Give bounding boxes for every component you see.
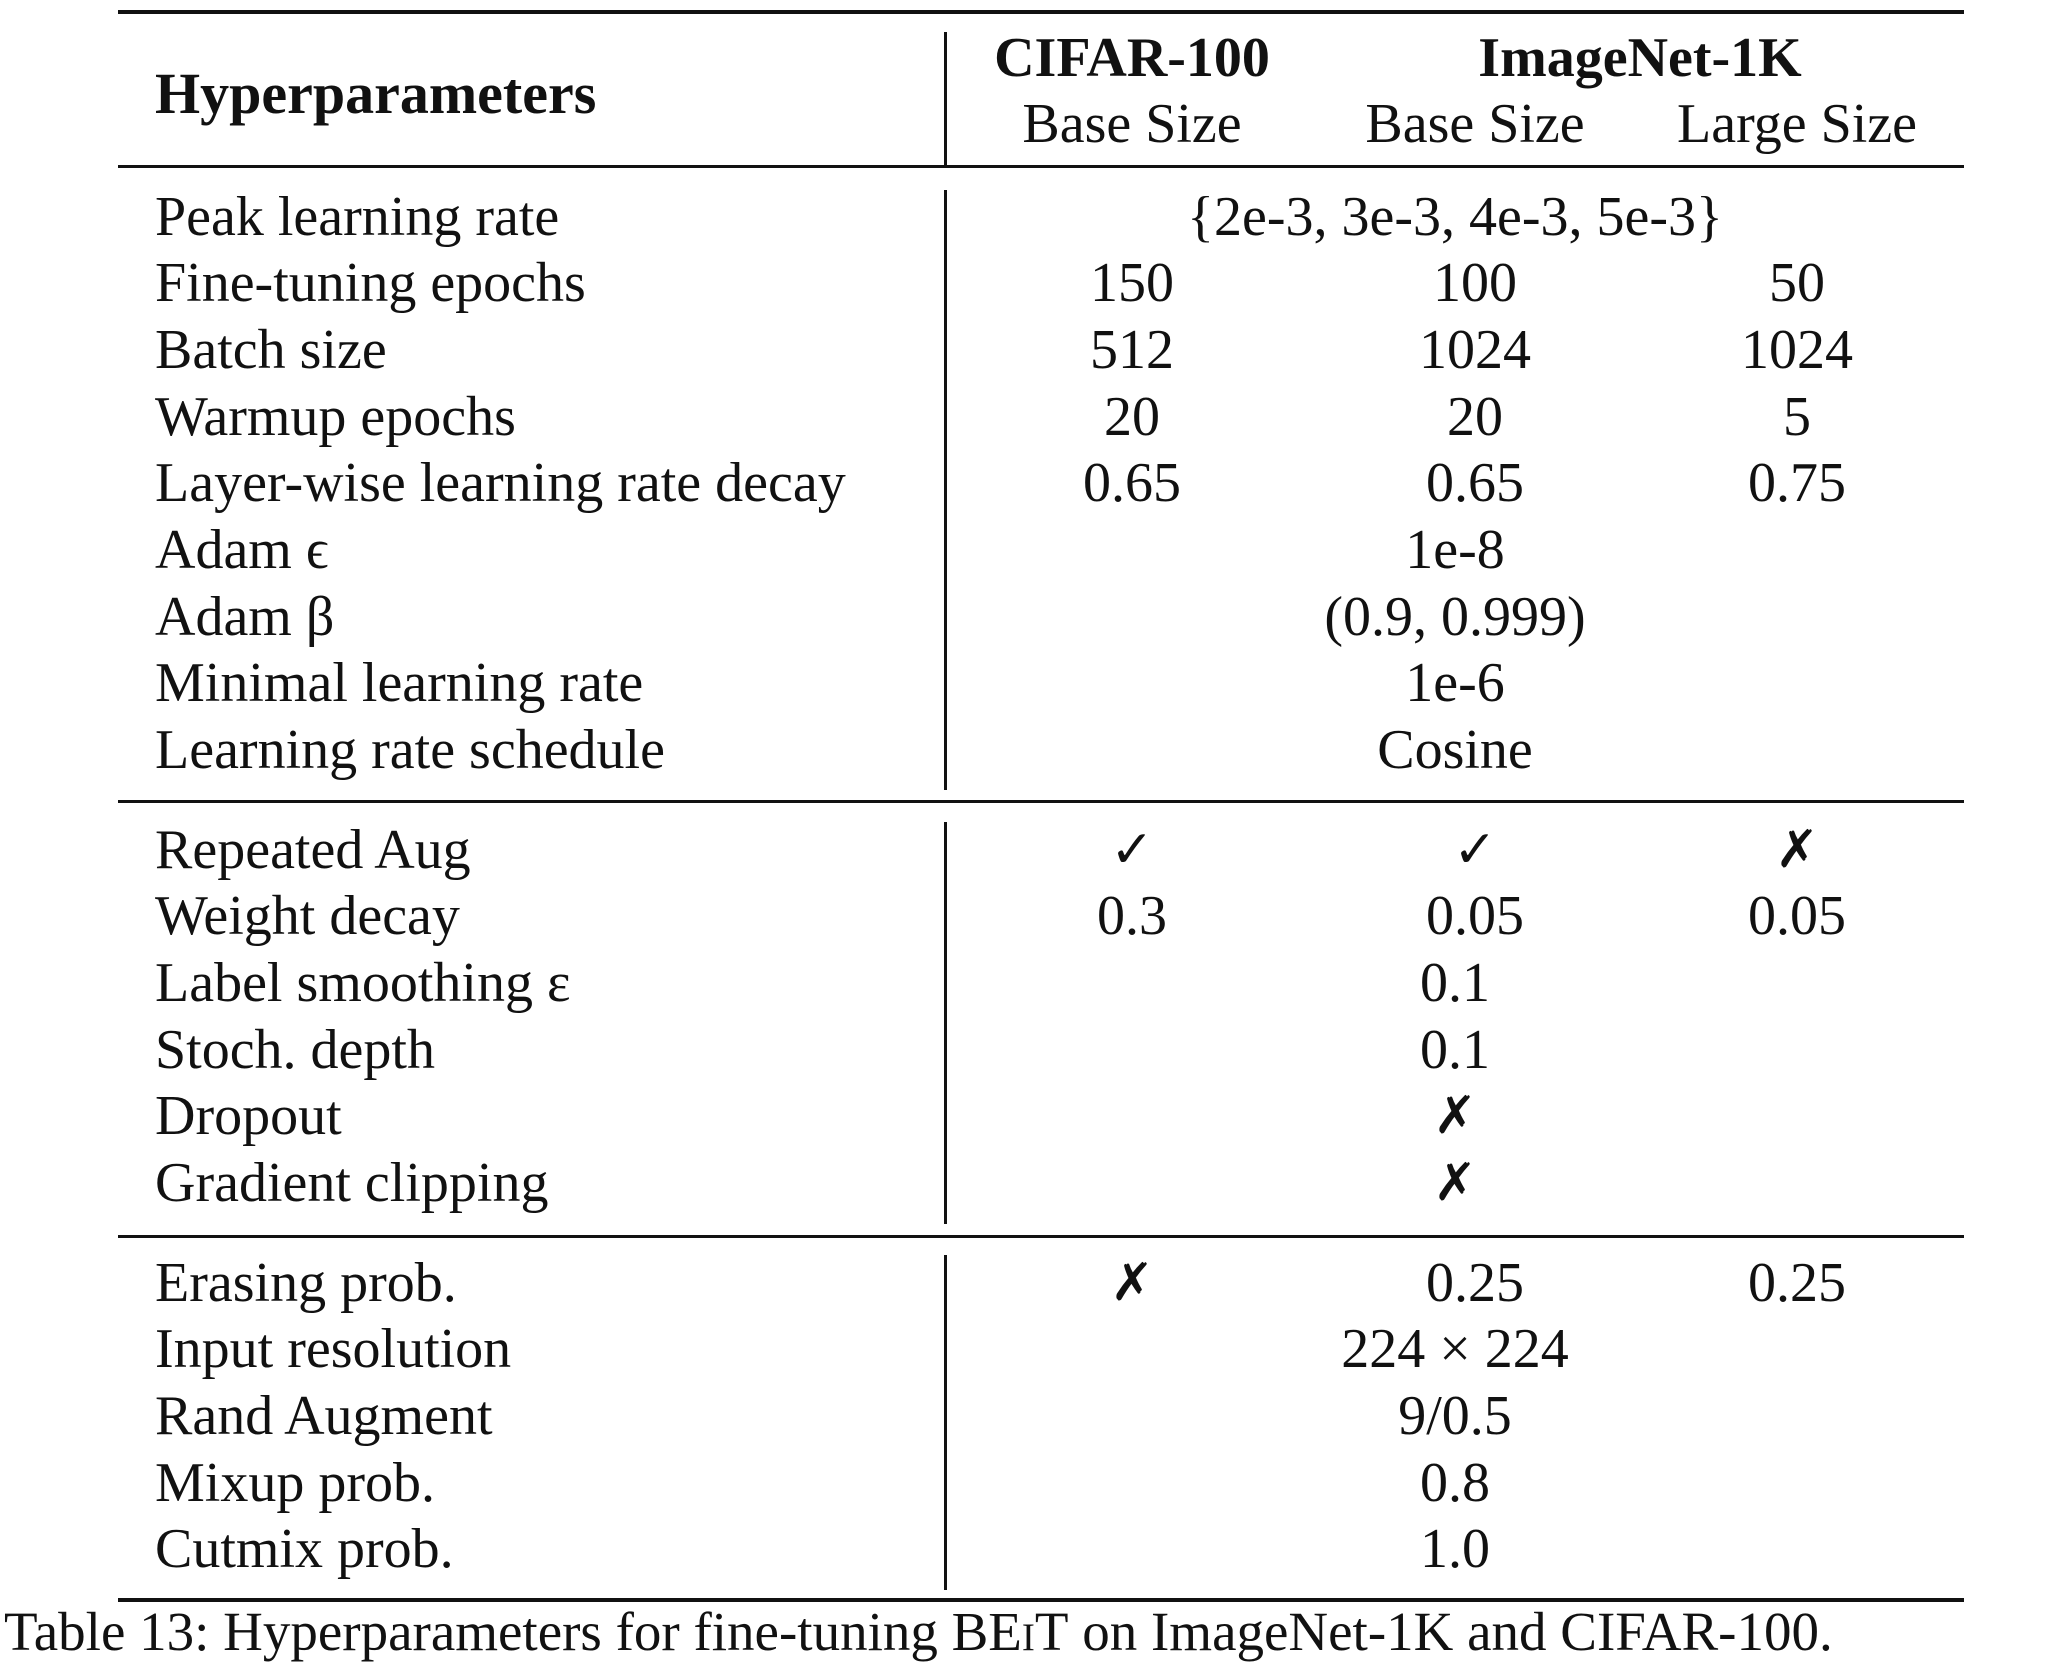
cross-icon: ✗ <box>1775 820 1819 880</box>
row-label: Learning rate schedule <box>155 719 665 781</box>
row-label: Mixup prob. <box>155 1452 435 1514</box>
row-span-value: {2e-3, 3e-3, 4e-3, 5e-3} <box>1187 186 1723 248</box>
table-caption <box>4 1600 1833 1663</box>
cell-cifar-base: 512 <box>1090 319 1174 381</box>
row-label: Erasing prob. <box>155 1252 457 1314</box>
header-group-imagenet: ImageNet-1K <box>1478 27 1802 89</box>
cell-imagenet-large: 1024 <box>1741 319 1853 381</box>
row-span-value: Cosine <box>1377 719 1533 781</box>
row-label: Dropout <box>155 1085 342 1147</box>
cell-imagenet-base: 1024 <box>1419 319 1531 381</box>
row-label: Input resolution <box>155 1318 512 1380</box>
section-rule-1 <box>118 800 1964 803</box>
cell-imagenet-base: 0.65 <box>1426 452 1524 514</box>
cell-cifar-base: 150 <box>1090 252 1174 314</box>
row-label: Stoch. depth <box>155 1019 435 1081</box>
row-span-value: 1e-8 <box>1405 519 1505 581</box>
cell-imagenet-large: 50 <box>1769 252 1825 314</box>
cell-imagenet-large: 0.05 <box>1748 885 1846 947</box>
row-label: Minimal learning rate <box>155 652 644 714</box>
row-label: Adam β <box>155 586 335 648</box>
row-label: Gradient clipping <box>155 1152 549 1214</box>
header-hyperparameters: Hyperparameters <box>155 61 597 126</box>
row-label: Layer-wise learning rate decay <box>155 452 846 514</box>
top-rule <box>118 10 1964 14</box>
cell-cifar-base: 20 <box>1104 386 1160 448</box>
row-span-value: 224 × 224 <box>1341 1318 1569 1380</box>
row-label: Rand Augment <box>155 1385 493 1447</box>
row-label: Peak learning rate <box>155 186 560 248</box>
row-span-value: 0.1 <box>1420 952 1490 1014</box>
cross-icon: ✗ <box>1110 1253 1154 1313</box>
cell-imagenet-base: 100 <box>1433 252 1517 314</box>
row-label: Repeated Aug <box>155 819 471 881</box>
row-label: Weight decay <box>155 885 460 947</box>
caption-prefix: Table 13: Hyperparameters for fine-tuning <box>4 1601 952 1662</box>
row-label: Fine-tuning epochs <box>155 252 586 314</box>
header-col-imagenet-base: Base Size <box>1365 93 1585 155</box>
row-label: Adam ϵ <box>155 519 329 581</box>
cell-imagenet-large: 0.75 <box>1748 452 1846 514</box>
row-label: Cutmix prob. <box>155 1518 454 1580</box>
header-separator <box>944 32 947 166</box>
cell-imagenet-large: 0.25 <box>1748 1252 1846 1314</box>
check-icon: ✓ <box>1453 820 1497 880</box>
cell-imagenet-base: 20 <box>1447 386 1503 448</box>
check-icon: ✓ <box>1110 820 1154 880</box>
caption-suffix: on ImageNet-1K and CIFAR-100. <box>1068 1601 1833 1662</box>
cell-cifar-base: 0.65 <box>1083 452 1181 514</box>
cell-imagenet-base: 0.05 <box>1426 885 1524 947</box>
row-span-value: 1e-6 <box>1405 652 1505 714</box>
cross-icon: ✗ <box>1433 1086 1477 1146</box>
row-span-value: 1.0 <box>1420 1518 1490 1580</box>
cell-cifar-base: 0.3 <box>1097 885 1167 947</box>
caption-model-name: BEiT <box>951 1601 1069 1662</box>
row-span-value: 0.8 <box>1420 1452 1490 1514</box>
cell-imagenet-large: 5 <box>1783 386 1811 448</box>
row-span-value: 9/0.5 <box>1398 1385 1512 1447</box>
row-span-value: (0.9, 0.999) <box>1324 586 1586 648</box>
row-label: Label smoothing ε <box>155 952 571 1014</box>
cross-icon: ✗ <box>1433 1153 1477 1213</box>
header-group-cifar: CIFAR-100 <box>994 27 1270 89</box>
section-rule-2 <box>118 1235 1964 1238</box>
cell-imagenet-base: 0.25 <box>1426 1252 1524 1314</box>
header-col-cifar-base: Base Size <box>1022 93 1242 155</box>
row-label: Batch size <box>155 319 387 381</box>
header-col-imagenet-large: Large Size <box>1677 93 1917 155</box>
row-label: Warmup epochs <box>155 386 516 448</box>
section-separator-2 <box>944 822 947 1224</box>
header-rule <box>118 165 1964 168</box>
section-separator-3 <box>944 1255 947 1590</box>
section-separator-1 <box>944 190 947 790</box>
row-span-value: 0.1 <box>1420 1019 1490 1081</box>
